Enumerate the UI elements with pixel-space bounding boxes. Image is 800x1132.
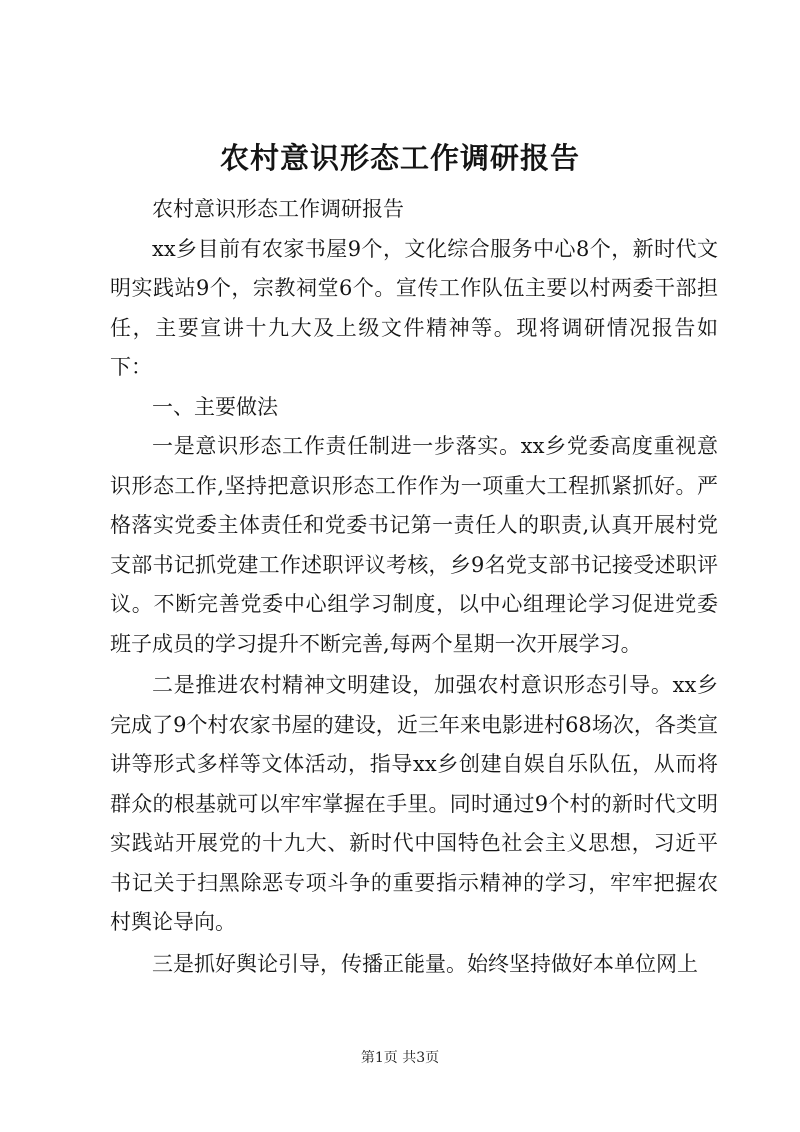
paragraph-intro: xx乡目前有农家书屋9个，文化综合服务中心8个，新时代文明实践站9个，宗教祠堂6个。宣传工作队伍主要以村两委干部担任，主要宣讲十九大及上级文件精神等。现将调研情况报告如下：	[110, 236, 718, 379]
paragraph-point-two: 二是推进农村精神文明建设，加强农村意识形态引导。xx乡完成了9个村农家书屋的建设，近三年来电影进村68场次，各类宣讲等形式多样等文体活动，指导xx乡创建自娱自乐队伍，从而将群众的根基就可以牢牢掌握在手里。同时通过9个村的新时代文明实践站开展党的十九大、新时代中国特色社会主义思想，习近平书记关于扫黑除恶专项斗争的重要指示精神的学习，牢牢把握农村舆论导向。	[110, 673, 718, 934]
document-body	[110, 190, 718, 984]
page-footer: 第1页 共3页	[360, 1050, 440, 1066]
paragraph-subtitle: 农村意识形态工作调研报告	[152, 197, 404, 221]
paragraph-point-one: 一是意识形态工作责任制进一步落实。xx乡党委高度重视意识形态工作,坚持把意识形态工作作为一项重大工程抓紧抓好。严格落实党委主体责任和党委书记第一责任人的职责,认真开展村党支部书记抓党建工作述职评议考核，乡9名党支部书记接受述职评议。不断完善党委中心组学习制度，以中心组理论学习促进党委班子成员的学习提升不断完善,每两个星期一次开展学习。	[110, 434, 718, 656]
document-title: 农村意识形态工作调研报告	[219, 141, 580, 175]
paragraph-point-three: 三是抓好舆论引导，传播正能量。始终坚持做好本单位网上	[152, 951, 698, 976]
section-heading-main-practices: 一、主要做法	[152, 394, 278, 419]
